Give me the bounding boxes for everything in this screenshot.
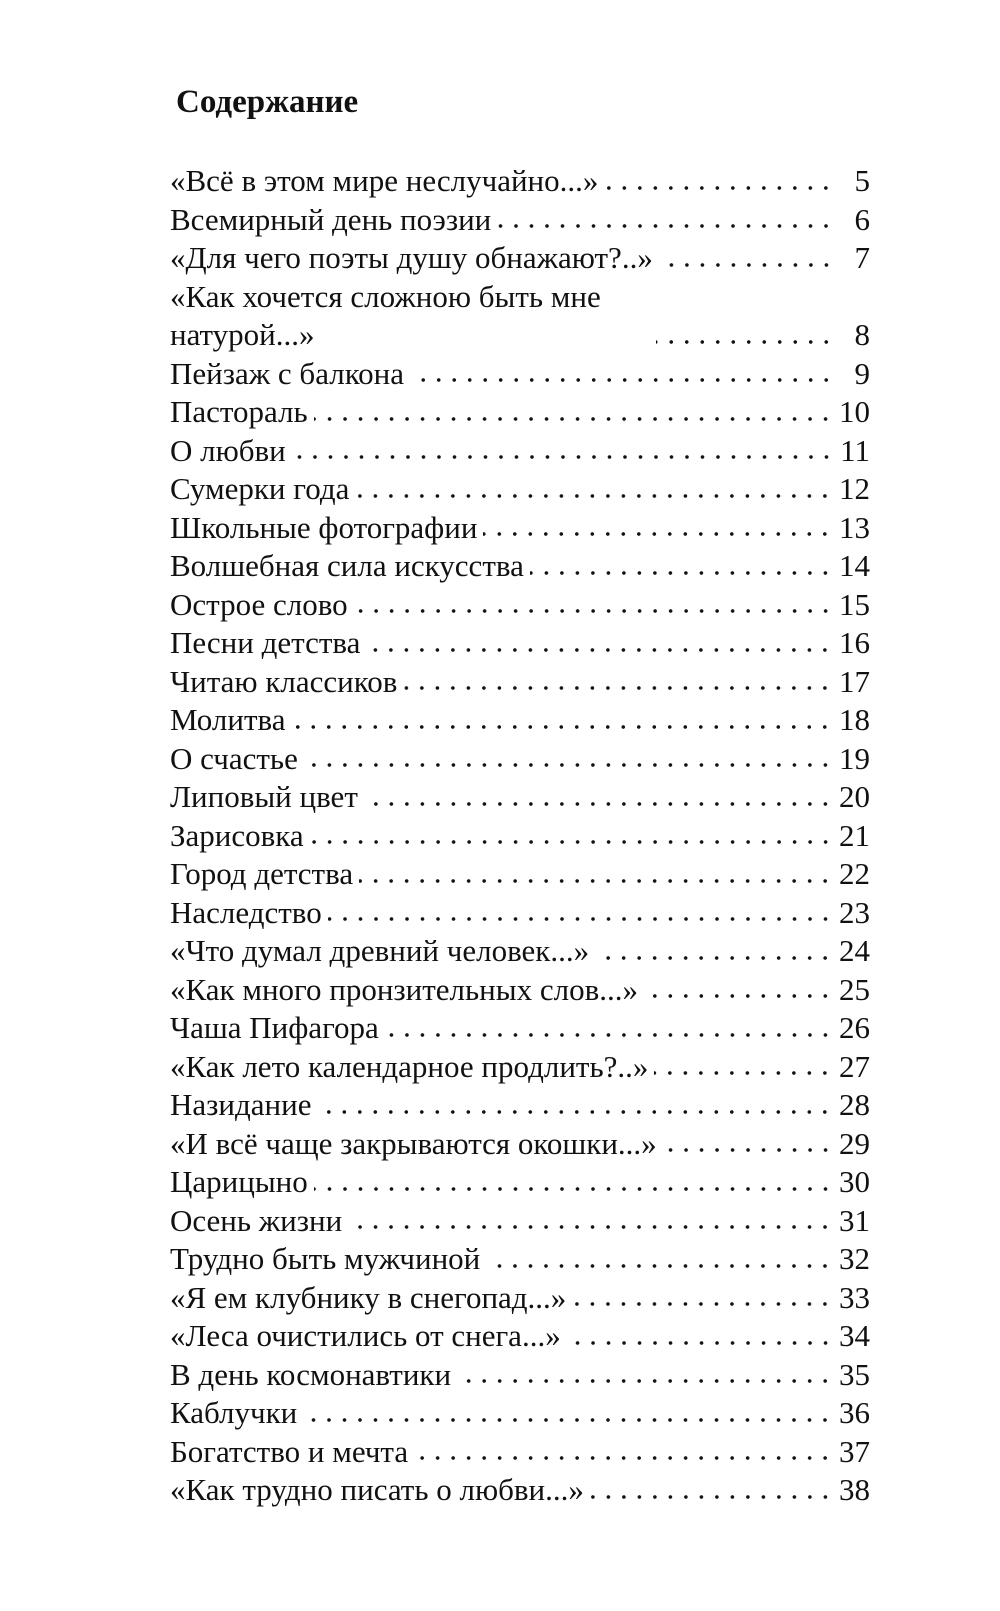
toc-entry — [170, 1356, 870, 1395]
toc-entry-title: «И всё чаще закрываются окошки...» — [170, 1125, 657, 1161]
toc-entry-title: Всемирный день поэзии — [170, 201, 492, 237]
toc-entry-title: Зарисовка — [170, 817, 304, 853]
toc-entry — [170, 1433, 870, 1472]
toc-entry-page-number: 20 — [839, 779, 870, 814]
dot-leader — [359, 878, 833, 884]
toc-entry — [170, 1048, 870, 1087]
toc-entry-page-number: 35 — [839, 1356, 870, 1392]
toc-entry-title: «Как хочется сложною быть мне натурой...» — [170, 278, 601, 352]
toc-entry-page-number: 33 — [839, 1279, 870, 1315]
toc-entry-title: Липовый цвет — [170, 779, 358, 814]
toc-entry — [170, 855, 870, 894]
toc-entry — [170, 201, 870, 240]
toc-entry-title: «Леса очистились от снега...» — [170, 1318, 561, 1353]
dot-leader — [292, 454, 834, 460]
toc-entry-page-number: 10 — [839, 394, 870, 429]
dot-leader — [530, 570, 833, 576]
toc-entry — [170, 1163, 870, 1202]
toc-entry-page-number: 25 — [839, 971, 870, 1007]
toc-entry-title: «Для чего поэты душу обнажают?..» — [170, 240, 653, 275]
toc-entry — [170, 932, 870, 971]
toc-entry-title: Пастораль — [170, 394, 308, 429]
toc-entry-title: Трудно быть мужчиной — [170, 1241, 481, 1276]
toc-entry — [170, 701, 870, 740]
toc-entry-page-number: 36 — [839, 1395, 870, 1430]
dot-leader — [590, 1494, 833, 1500]
toc-entry — [170, 1317, 870, 1356]
toc-entry — [170, 547, 870, 586]
toc-entry-page-number: 37 — [839, 1433, 870, 1469]
toc-entry-title: Читаю классиков — [170, 663, 398, 699]
toc-entry-title: «Как трудно писать о любви...» — [170, 1472, 584, 1507]
dot-leader — [654, 1070, 833, 1076]
toc-entry — [170, 393, 870, 432]
toc-entry-title: О любви — [170, 432, 286, 468]
toc-entry-title: «Я ем клубнику в снегопад...» — [170, 1279, 567, 1315]
toc-entry — [170, 1202, 870, 1241]
toc-entry-title: В день космонавтики — [170, 1356, 452, 1392]
toc-entry-page-number: 14 — [839, 548, 870, 583]
toc-entry — [170, 1471, 870, 1510]
toc-entry-page-number: 38 — [839, 1472, 870, 1507]
toc-entry-page-number: 23 — [839, 894, 870, 930]
toc-entry-page-number: 21 — [839, 817, 870, 853]
toc-entry — [170, 162, 870, 201]
toc-entry-title: Молитва — [170, 702, 286, 737]
toc-entry — [170, 663, 870, 702]
dot-leader — [328, 916, 833, 922]
toc-entry-title: Сумерки года — [170, 471, 350, 506]
toc-entry — [170, 509, 870, 548]
toc-entry-title: Осень жизни — [170, 1202, 343, 1238]
dot-leader — [604, 185, 834, 191]
dot-leader — [310, 839, 833, 845]
dot-leader — [410, 377, 834, 383]
toc-entry-title: «Что думал древний человек...» — [170, 933, 590, 968]
toc-entry-title: Волшебная сила искусства — [170, 548, 524, 583]
toc-entry-page-number: 26 — [839, 1010, 870, 1045]
toc-entry — [170, 817, 870, 856]
dot-leader — [364, 801, 833, 807]
toc-entry — [170, 624, 870, 663]
toc-entry-page-number: 31 — [839, 1202, 870, 1238]
dot-leader — [414, 1455, 833, 1461]
toc-entry-page-number: 12 — [839, 471, 870, 506]
dot-leader — [354, 608, 833, 614]
page-title: Содержание — [176, 84, 359, 120]
dot-leader — [348, 1224, 833, 1230]
toc-entry-title: Город детства — [170, 856, 354, 891]
toc-entry — [170, 1009, 870, 1048]
toc-entry-title: Наследство — [170, 894, 322, 930]
dot-leader — [457, 1378, 833, 1384]
toc-entry — [170, 740, 870, 779]
toc-entry-page-number: 7 — [854, 240, 870, 275]
dot-leader — [304, 762, 833, 768]
toc-entry-page-number: 13 — [839, 509, 870, 545]
toc-entry-title: «Как много пронзительных слов...» — [170, 971, 638, 1007]
toc-entry-page-number: 27 — [839, 1048, 870, 1084]
toc-entry — [170, 239, 870, 278]
toc-entry — [170, 1086, 870, 1125]
toc-entry-title: Пейзаж с балкона — [170, 355, 405, 391]
toc-entry-page-number: 29 — [839, 1125, 870, 1161]
table-of-contents — [170, 162, 870, 1510]
dot-leader — [595, 955, 833, 961]
dot-leader — [291, 724, 833, 730]
toc-entry-page-number: 28 — [839, 1087, 870, 1122]
toc-entry-title: Острое слово — [170, 586, 348, 622]
toc-entry-page-number: 8 — [854, 317, 870, 352]
toc-entry — [170, 586, 870, 625]
toc-entry — [170, 278, 870, 355]
toc-entry — [170, 355, 870, 394]
toc-entry-title: Каблучки — [170, 1395, 298, 1430]
dot-leader — [572, 1301, 833, 1307]
toc-entry-title: Чаша Пифагора — [170, 1010, 379, 1045]
toc-entry-title: О счастье — [170, 740, 298, 776]
toc-entry-title: «Как лето календарное продлить?..» — [170, 1048, 649, 1084]
toc-entry-title: Богатство и мечта — [170, 1433, 409, 1469]
toc-entry — [170, 1240, 870, 1279]
dot-leader — [567, 1340, 833, 1346]
dot-leader — [663, 1147, 833, 1153]
toc-entry-page-number: 11 — [840, 432, 870, 468]
dot-leader — [656, 339, 834, 345]
toc-entry-title: Песни детства — [170, 625, 361, 660]
toc-entry — [170, 1125, 870, 1164]
dot-leader — [644, 993, 833, 999]
dot-leader — [483, 531, 833, 537]
toc-entry — [170, 1394, 870, 1433]
dot-leader — [366, 647, 833, 653]
toc-entry-title: Назидание — [170, 1087, 312, 1122]
dot-leader — [314, 1186, 833, 1192]
toc-entry-page-number: 6 — [854, 201, 870, 237]
toc-entry-title: Царицыно — [170, 1164, 308, 1199]
toc-entry — [170, 778, 870, 817]
dot-leader — [317, 1109, 833, 1115]
toc-entry-page-number: 30 — [839, 1164, 870, 1199]
dot-leader — [355, 493, 833, 499]
toc-entry-page-number: 15 — [839, 586, 870, 622]
toc-entry-page-number: 24 — [839, 933, 870, 968]
toc-entry-page-number: 18 — [839, 702, 870, 737]
toc-entry-title: «Всё в этом мире неслучайно...» — [170, 163, 599, 198]
toc-entry-page-number: 5 — [854, 163, 870, 198]
toc-entry-title: Школьные фотографии — [170, 509, 478, 545]
toc-entry-page-number: 32 — [839, 1241, 870, 1276]
toc-entry-page-number: 19 — [839, 740, 870, 776]
dot-leader — [659, 262, 834, 268]
toc-entry-page-number: 9 — [854, 355, 870, 391]
toc-entry — [170, 971, 870, 1010]
toc-entry — [170, 432, 870, 471]
dot-leader — [403, 685, 833, 691]
toc-entry — [170, 894, 870, 933]
toc-entry-page-number: 34 — [839, 1318, 870, 1353]
dot-leader — [486, 1263, 833, 1269]
toc-entry — [170, 470, 870, 509]
toc-entry — [170, 1279, 870, 1318]
dot-leader — [303, 1417, 833, 1423]
toc-entry-page-number: 22 — [839, 856, 870, 891]
dot-leader — [497, 223, 834, 229]
dot-leader — [385, 1032, 833, 1038]
toc-entry-page-number: 17 — [839, 663, 870, 699]
toc-entry-page-number: 16 — [839, 625, 870, 660]
dot-leader — [314, 416, 833, 422]
